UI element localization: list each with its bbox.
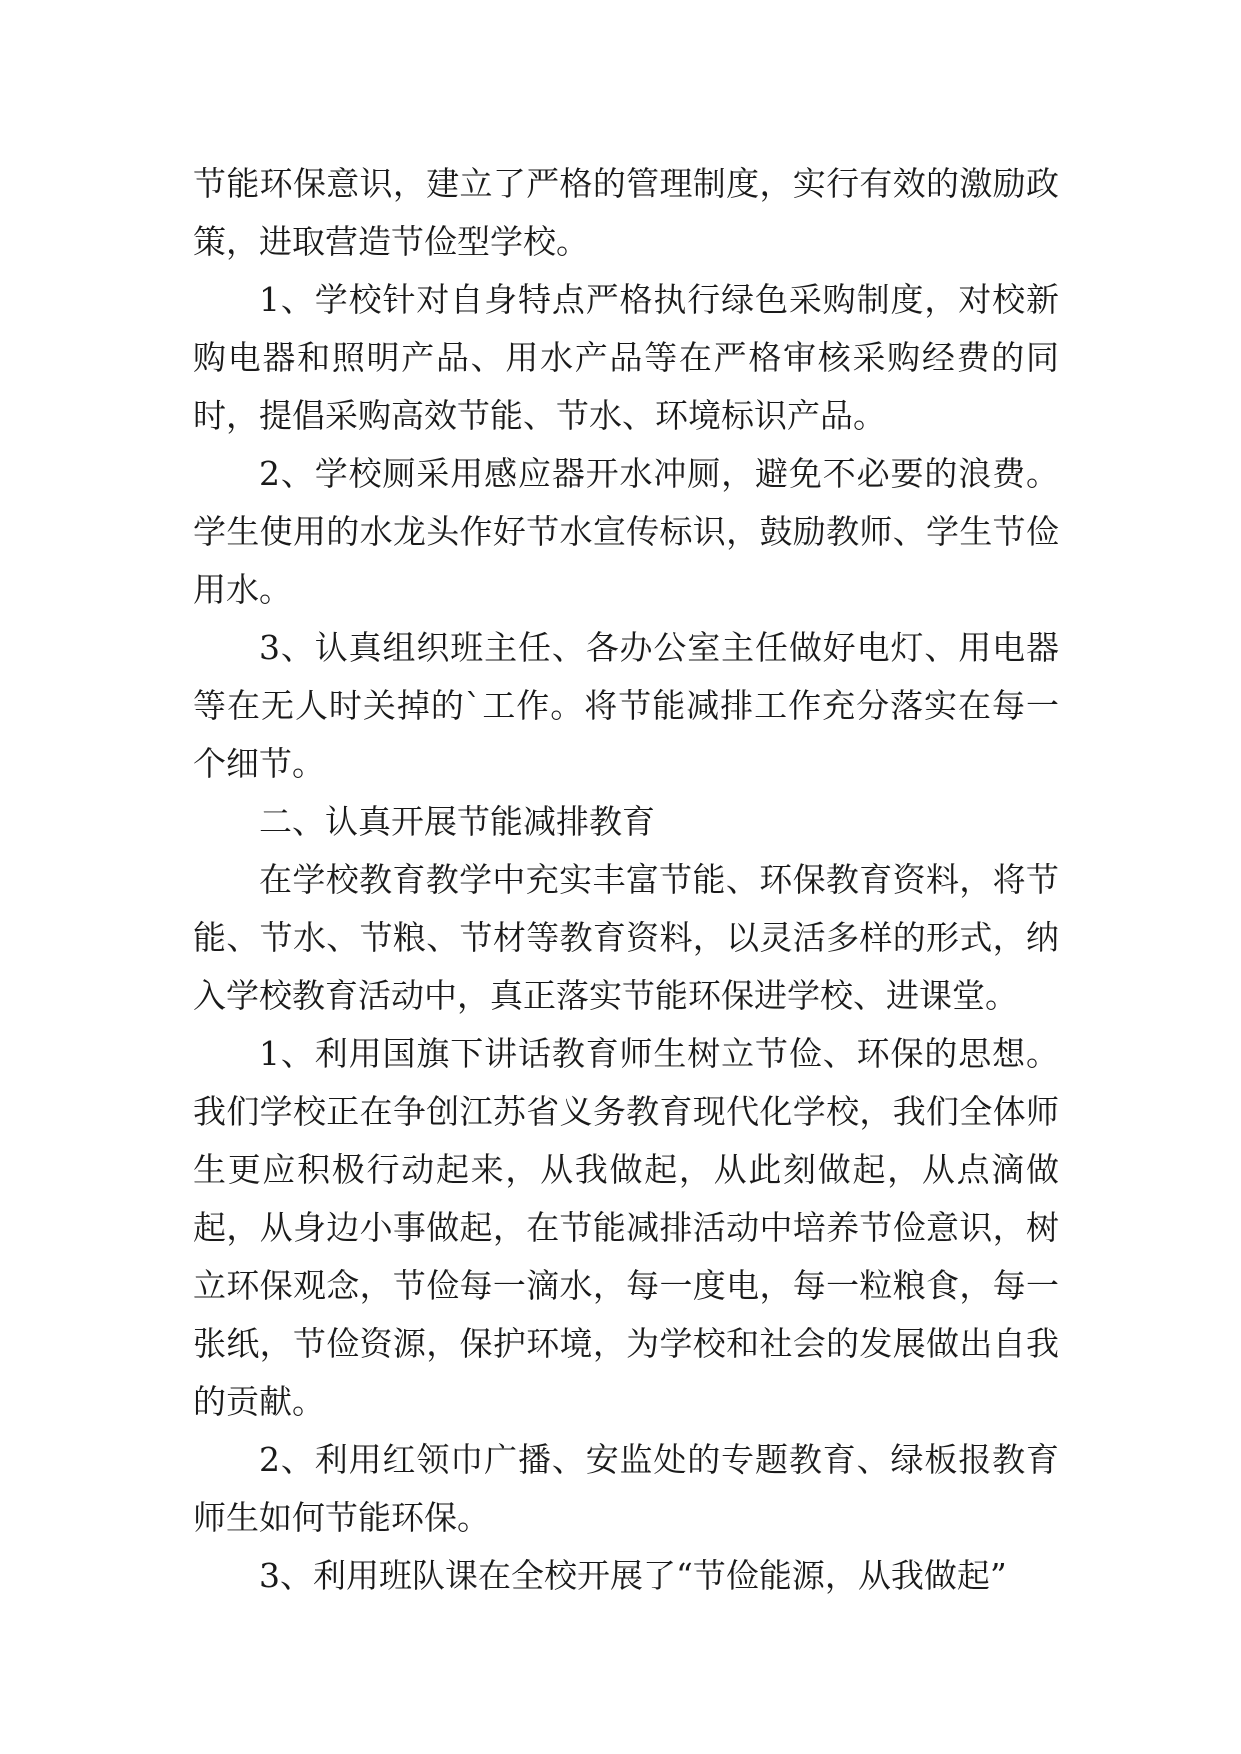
section-heading-education: 二、认真开展节能减排教育	[259, 802, 655, 841]
paragraph-item-1-procurement: 1、学校针对自身特点严格执行绿色采购制度，对校新购电器和照明产品、用水产品等在严格审核采购经费的同时，提倡采购高效节能、节水、环境标识产品。	[193, 280, 1059, 435]
paragraph-education-intro: 在学校教育教学中充实丰富节能、环保教育资料，将节能、节水、节粮、节材等教育资料，以灵活多样的形式，纳入学校教育活动中，真正落实节能环保进学校、进课堂。	[193, 860, 1059, 1015]
paragraph-item-3-class-meeting: 3、利用班队课在全校开展了“节俭能源，从我做起”	[259, 1556, 1007, 1595]
paragraph-item-1-flag-speech: 1、利用国旗下讲话教育师生树立节俭、环保的思想。我们学校正在争创江苏省义务教育现代化学校，我们全体师生更应积极行动起来，从我做起，从此刻做起，从点滴做起，从身边小事做起，在节能减排活动中培养节俭意识，树立环保观念，节俭每一滴水，每一度电，每一粒粮食，每一张纸，节俭资源，保护环境，为学校和社会的发展做出自我的贡献。	[193, 1034, 1059, 1421]
paragraph-item-3-electricity: 3、认真组织班主任、各办公室主任做好电灯、用电器等在无人时关掉的`工作。将节能减排工作充分落实在每一个细节。	[193, 628, 1059, 783]
paragraph-item-2-water: 2、学校厕采用感应器开水冲厕，避免不必要的浪费。学生使用的水龙头作好节水宣传标识，鼓励教师、学生节俭用水。	[193, 454, 1059, 609]
paragraph-item-2-broadcast: 2、利用红领巾广播、安监处的专题教育、绿板报教育师生如何节能环保。	[193, 1440, 1059, 1537]
paragraph-continuation: 节能环保意识，建立了严格的管理制度，实行有效的激励政策，进取营造节俭型学校。	[193, 164, 1059, 261]
document-body	[193, 155, 1059, 1605]
